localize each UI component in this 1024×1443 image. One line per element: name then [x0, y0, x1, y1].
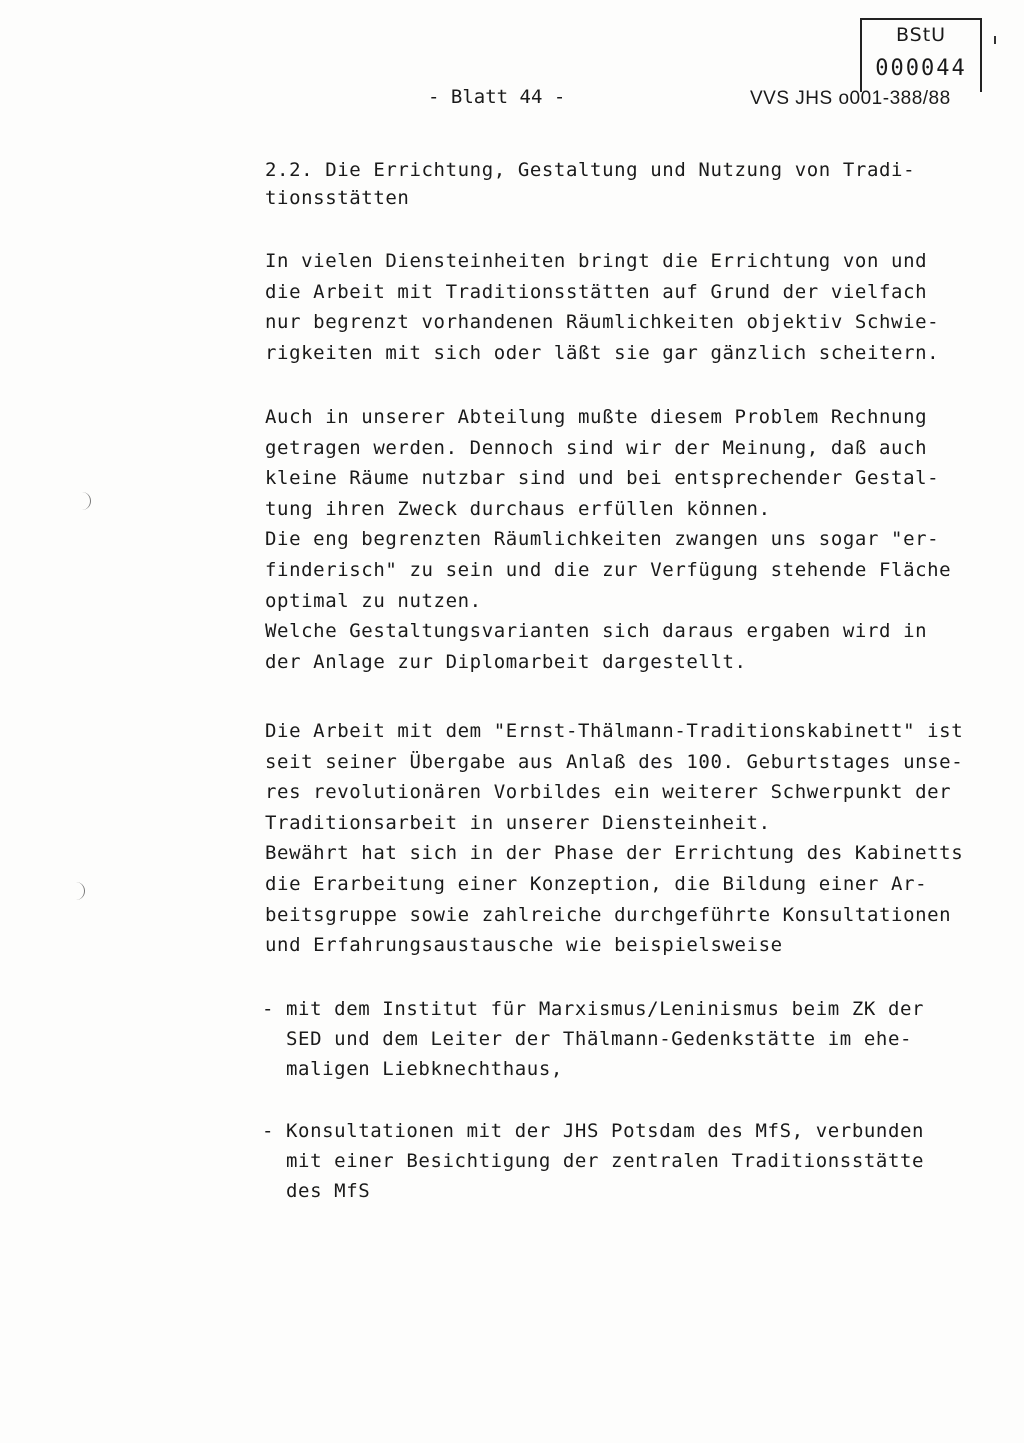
section-heading: 2.2. Die Errichtung, Gestaltung und Nutzung von Tradi- tionsstätten [265, 159, 916, 209]
paragraph: Auch in unserer Abteilung mußte diesem Problem Rechnung getragen werden. Dennoch sind wir der Meinung, daß auch kleine Räume nutzbar sind und bei entsprechender Gestal- tung ihren Zweck durchaus erfüllen können. Die eng begrenzten Räumlichkeiten zwangen uns sogar "er- finderisch" zu sein und die zur Verfügung stehende Fläche optimal zu nutzen. Welche Gestaltungsvarianten sich daraus ergaben wird in der Anlage zur Diplomarbeit dargestellt. [265, 406, 952, 673]
paragraph: In vielen Diensteinheiten bringt die Errichtung von und die Arbeit mit Traditionsstätten auf Grund der vielfach nur begrenzt vorhandenen Räumlichkeiten objektiv Schwie- rigkeiten mit sich oder läßt sie gar gänzlich scheitern. [265, 250, 940, 364]
list-item-text: mit dem Institut für Marxismus/Leninismus beim ZK der SED und dem Leiter der Thälmann-Gedenkstätte im ehe- maligen Liebknechthaus, [286, 998, 925, 1080]
document-reference: VVS JHS o001-388/88 [750, 88, 951, 109]
paragraph: Die Arbeit mit dem "Ernst-Thälmann-Traditionskabinett" ist seit seiner Übergabe aus Anlaß des 100. Geburtstages unse- res revolutionären Vorbildes ein weiterer Schwerpunkt der Traditionsarbeit in unserer Diensteinheit. Bewährt hat sich in der Phase der Errichtung des Kabinetts die Erarbeitung einer Konzeption, die Bildung einer Ar- beitsgruppe sowie zahlreiche durchgeführte Konsultationen und Erfahrungsaustausche wie beispielsweise [265, 720, 964, 957]
stamp-tick-mark [994, 36, 996, 44]
margin-mark [82, 492, 91, 510]
bullet-dash: - [262, 1120, 275, 1142]
margin-mark [76, 882, 85, 900]
archive-stamp [860, 18, 982, 92]
page-number: - Blatt 44 - [428, 86, 566, 108]
list-item-text: Konsultationen mit der JHS Potsdam des MfS, verbunden mit einer Besichtigung der zentralen Traditionsstätte des MfS [286, 1120, 925, 1202]
bullet-dash: - [262, 998, 275, 1020]
stamp-label: BStU [895, 24, 947, 46]
stamp-number: 000044 [875, 56, 967, 81]
